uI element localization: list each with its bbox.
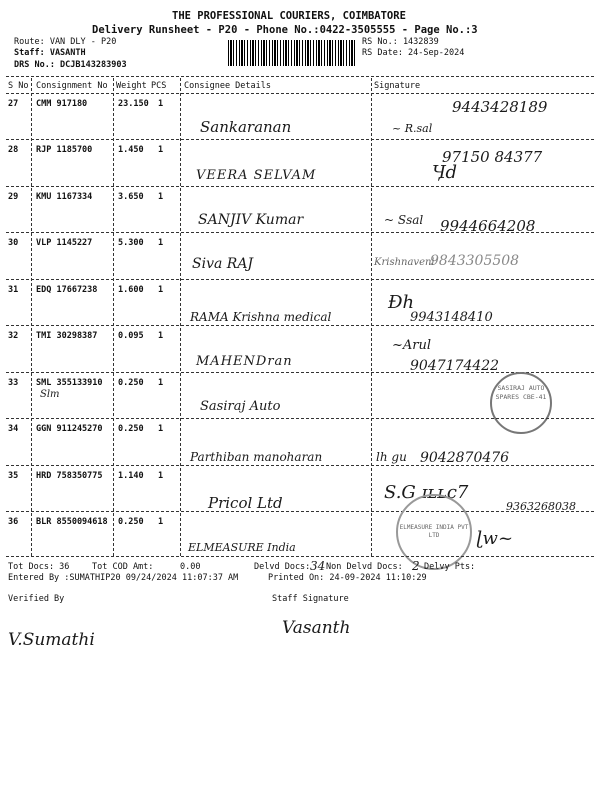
staff-signature: Vasanth — [282, 618, 351, 638]
col-weight: Weight — [116, 81, 147, 91]
col-divider-3 — [180, 78, 181, 556]
delvd-label: Delvd Docs: — [254, 562, 311, 572]
staff-signature-label: Staff Signature — [272, 594, 349, 604]
verified-by-label: Verified By — [8, 594, 65, 604]
row-consignment: TMI 30298387 — [36, 331, 98, 341]
row-rule — [6, 372, 594, 373]
row-pcs: 1 — [158, 238, 164, 248]
row-rule — [6, 511, 594, 512]
row-pcs: 1 — [158, 331, 164, 341]
row-consignee: RAMA Krishna medical — [190, 310, 332, 324]
col-consignee: Consignee Details — [184, 81, 271, 91]
row-pcs: 1 — [158, 378, 164, 388]
row-weight: 3.650 — [118, 192, 144, 202]
delvd-value: 34 — [310, 559, 326, 573]
auto-spares-stamp — [490, 372, 552, 434]
row-sno: 34 — [8, 424, 19, 434]
row-consignment: GGN 911245270 — [36, 424, 103, 434]
row-signature: 9363268038 — [506, 500, 576, 513]
row-consignment: HRD 758350775 — [36, 471, 103, 481]
rs-date: RS Date: 24-Sep-2024 — [362, 48, 465, 58]
row-consignment: KMU 1167334 — [36, 192, 93, 202]
row-weight: 0.250 — [118, 424, 144, 434]
row-consignment: EDQ 17667238 — [36, 285, 98, 295]
col-consignment: Consignment No — [36, 81, 108, 91]
row-signature: 9443428189 — [452, 98, 548, 116]
route: Route: VAN DLY - P20 — [14, 37, 117, 47]
row-pcs: 1 — [158, 99, 164, 109]
row-sno: 35 — [8, 471, 19, 481]
row-weight: 0.250 — [118, 517, 144, 527]
col-divider-1 — [31, 78, 32, 556]
header-bottom-rule — [6, 93, 594, 94]
row-consignment: RJP 1185700 — [36, 145, 93, 155]
row-consignment: BLR 8550094618 — [36, 517, 108, 527]
row-consignee: Parthiban manoharan — [190, 450, 323, 464]
row-sno: 36 — [8, 517, 19, 527]
row-consignee: Sasiraj Auto — [200, 399, 281, 414]
row-note: Slm — [40, 389, 60, 400]
row-consignee: MAHENDran — [196, 354, 293, 369]
row-consignee: Pricol Ltd — [208, 494, 283, 512]
row-sno: 28 — [8, 145, 19, 155]
row-pcs: 1 — [158, 517, 164, 527]
row-rule — [6, 325, 594, 326]
row-rule — [6, 186, 594, 187]
stamp-text: ELMEASURE INDIA PVT LTD — [399, 524, 469, 539]
row-sno: 30 — [8, 238, 19, 248]
row-rule — [6, 465, 594, 466]
col-divider-2 — [113, 78, 114, 556]
row-signature: 9042870476 — [420, 450, 510, 466]
row-weight: 5.300 — [118, 238, 144, 248]
col-divider-4 — [371, 78, 372, 556]
row-rule — [6, 279, 594, 280]
row-consignment: VLP 1145227 — [36, 238, 93, 248]
barcode — [228, 40, 356, 66]
row-pcs: 1 — [158, 145, 164, 155]
row-consignee: SANJIV Kumar — [198, 212, 304, 228]
row-weight: 1.600 — [118, 285, 144, 295]
row-sno: 32 — [8, 331, 19, 341]
row-sno: 27 — [8, 99, 19, 109]
tot-cod-amt: 0.00 — [180, 562, 201, 572]
non-delvd-label: Non Delvd Docs: — [326, 562, 403, 572]
row-pcs: 1 — [158, 192, 164, 202]
row-weight: 1.450 — [118, 145, 144, 155]
row-signature: 9843305508 — [430, 253, 520, 269]
row-pcs: 1 — [158, 285, 164, 295]
row-pcs: 1 — [158, 471, 164, 481]
row-weight: 0.250 — [118, 378, 144, 388]
elmeasure-stamp — [396, 494, 472, 570]
delvy-pts: Delvy Pts: — [424, 562, 476, 572]
row-weight: 1.140 — [118, 471, 144, 481]
row-consignment: CMM 917180 — [36, 99, 88, 109]
row-consignee: Siva RAJ — [192, 256, 254, 272]
tot-docs: Tot Docs: 36 — [8, 562, 70, 572]
drs-number: DRS No.: DCJB143283903 — [14, 60, 127, 70]
tot-cod-label: Tot COD Amt: — [92, 562, 154, 572]
col-pcs: PCS — [151, 81, 167, 91]
printed-on: Printed On: 24-09-2024 11:10:29 — [268, 573, 427, 583]
table-top-rule — [6, 76, 594, 77]
staff: Staff: VASANTH — [14, 48, 86, 58]
non-delvd-value: 2 — [412, 559, 420, 573]
row-rule — [6, 418, 594, 419]
row-sno: 29 — [8, 192, 19, 202]
row-signature: 9944664208 — [440, 217, 536, 235]
entered-by: Entered By :SUMATHIP20 09/24/2024 11:07:37 AM — [8, 573, 239, 583]
row-consignee: ELMEASURE India — [188, 541, 296, 554]
stamp-text: SASIRAJ AUTO SPARES CBE-41 — [495, 384, 547, 401]
rs-number: RS No.: 1432839 — [362, 37, 439, 47]
row-signature: 9943148410 — [410, 310, 493, 325]
row-weight: 23.150 — [118, 99, 149, 109]
runsheet-title: Delivery Runsheet - P20 - Phone No.:0422-3505555 - Page No.:3 — [92, 24, 478, 36]
row-rule — [6, 232, 594, 233]
row-signature: 97150 84377 — [442, 148, 543, 166]
verified-signature: V.Sumathi — [8, 630, 95, 650]
row-sno: 31 — [8, 285, 19, 295]
row-weight: 0.095 — [118, 331, 144, 341]
col-signature: Signature — [374, 81, 421, 91]
row-consignment: SML 355133910 — [36, 378, 103, 388]
table-bottom-rule — [6, 556, 594, 557]
row-consignee: VEERA SELVAM — [196, 168, 317, 183]
col-sno: S No — [8, 81, 29, 91]
row-consignee: Sankaranan — [200, 118, 292, 136]
company-title: THE PROFESSIONAL COURIERS, COIMBATORE — [172, 10, 406, 22]
row-rule — [6, 139, 594, 140]
row-signature: 9047174422 — [410, 358, 500, 374]
row-pcs: 1 — [158, 424, 164, 434]
row-sno: 33 — [8, 378, 19, 388]
